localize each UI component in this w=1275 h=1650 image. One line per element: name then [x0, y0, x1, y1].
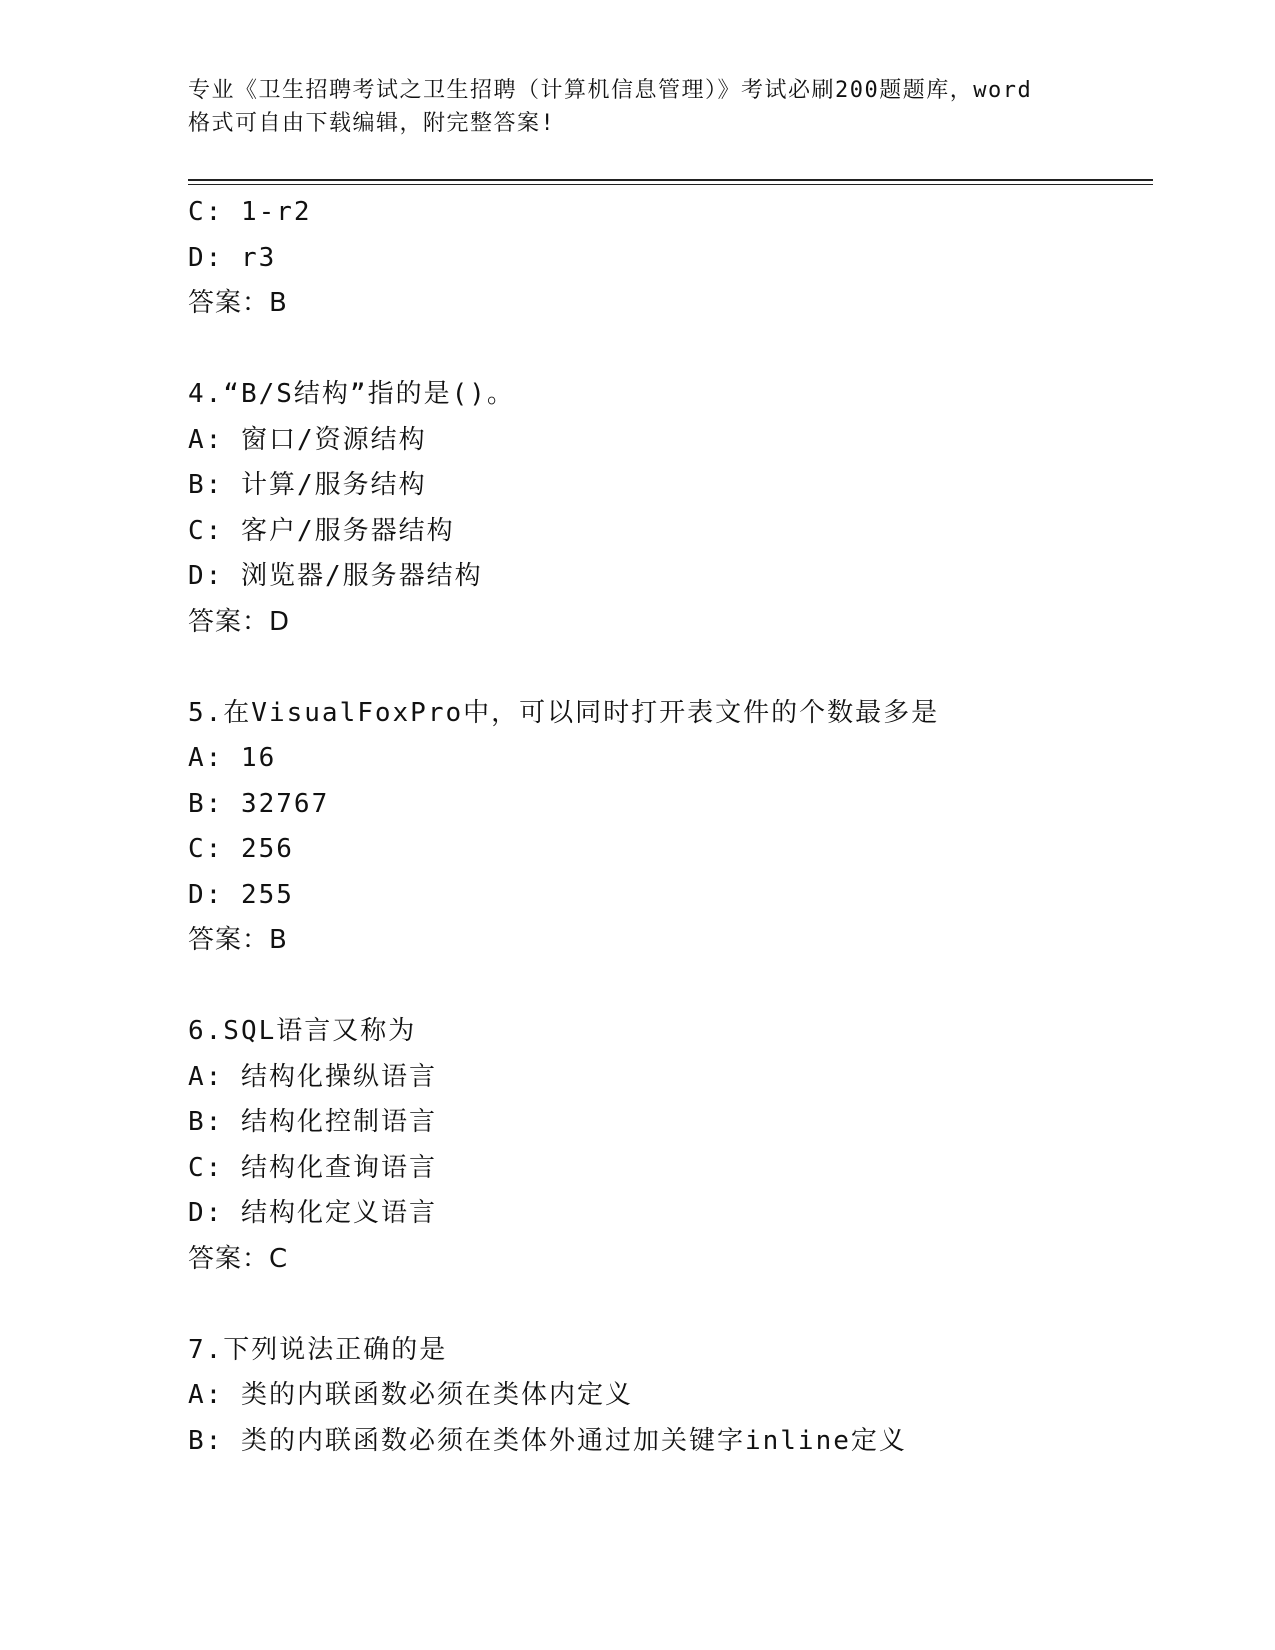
question-stem: 5.在VisualFoxPro中，可以同时打开表文件的个数最多是	[188, 697, 940, 728]
question-partial	[188, 190, 1153, 327]
option-b: B: 计算/服务结构	[188, 470, 427, 500]
option-c: C: 1-r2	[188, 197, 312, 227]
question-stem: 4.“B/S结构”指的是()。	[188, 379, 515, 409]
option-c: C: 256	[188, 834, 294, 864]
answer: 答案：B	[188, 925, 288, 955]
question-7	[188, 1328, 1153, 1465]
question-list	[188, 190, 1153, 1464]
question-4	[188, 372, 1153, 645]
question-stem: 7.下列说法正确的是	[188, 1334, 448, 1365]
question-5	[188, 691, 1153, 964]
option-b: B: 32767	[188, 788, 330, 819]
answer: 答案：D	[188, 606, 291, 637]
option-a: A: 类的内联函数必须在类体内定义	[188, 1380, 633, 1410]
option-b: B: 类的内联函数必须在类体外通过加关键字inline定义	[188, 1425, 907, 1456]
option-d: D: r3	[188, 242, 277, 273]
option-c: C: 客户/服务器结构	[188, 515, 455, 546]
option-a: A: 窗口/资源结构	[188, 424, 427, 455]
header-line-1: 专业《卫生招聘考试之卫生招聘（计算机信息管理）》考试必刷200题题库，word	[188, 78, 1033, 103]
answer: 答案：C	[188, 1243, 289, 1274]
header-divider-thin	[188, 184, 1153, 185]
option-b: B: 结构化控制语言	[188, 1107, 437, 1137]
option-a: A: 16	[188, 743, 277, 773]
document-header	[188, 74, 1088, 140]
question-stem: 6.SQL语言又称为	[188, 1016, 417, 1046]
question-6	[188, 1009, 1153, 1282]
option-d: D: 结构化定义语言	[188, 1198, 437, 1228]
option-d: D: 浏览器/服务器结构	[188, 561, 483, 591]
spacer	[188, 645, 1153, 691]
spacer	[188, 964, 1153, 1010]
spacer	[188, 327, 1153, 373]
option-a: A: 结构化操纵语言	[188, 1061, 437, 1092]
option-c: C: 结构化查询语言	[188, 1152, 437, 1183]
header-line-2: 格式可自由下载编辑，附完整答案!	[188, 111, 556, 136]
option-d: D: 255	[188, 879, 294, 910]
answer: 答案：B	[188, 288, 288, 318]
spacer	[188, 1282, 1153, 1328]
header-divider-thick	[188, 179, 1153, 181]
